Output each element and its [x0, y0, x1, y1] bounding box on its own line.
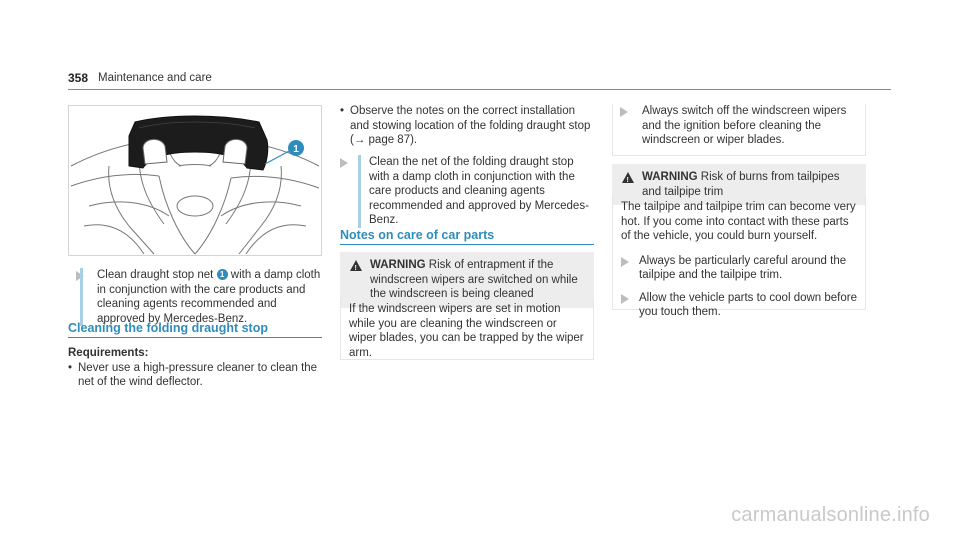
step-switch-off-wipers	[620, 104, 864, 148]
watermark: carmanualsonline.info	[731, 504, 930, 526]
warning-entrapment-body	[340, 298, 594, 360]
step-text-rest: with a damp cloth in conjunction with the care products and cleaning agents recommended and approved by Mercedes-Benz.	[97, 269, 321, 325]
warning-triangle-icon: !	[350, 260, 362, 271]
step-clean-folding-stop	[340, 155, 594, 228]
warning-burns-body	[612, 196, 866, 318]
car-interior-illustration	[68, 105, 322, 256]
warning-title: Risk of burns from tailpipes and tailpipe trim	[642, 171, 840, 198]
step-text: Always be particularly careful around the tailpipe and the tailpipe trim.	[639, 254, 847, 281]
requirement-item: • Never use a high-pressure cleaner to clean the net of the wind deflector.	[68, 361, 322, 390]
step-clean-net	[76, 268, 324, 326]
heading-rule	[340, 244, 594, 245]
step-text: Always switch off the windscreen wipers and the ignition before cleaning the windscreen or wiper blades.	[642, 105, 847, 146]
step-arrow-icon	[340, 158, 348, 168]
header-rule	[68, 89, 891, 90]
heading-notes-care: Notes on care of car parts	[340, 228, 495, 242]
warning-title: Risk of entrapment if the windscreen wipers are switched on while the windscreen is being cleaned	[370, 259, 578, 300]
step-cool-down	[621, 291, 857, 320]
step-text: Clean draught stop net	[97, 269, 217, 281]
warning-body-text: The tailpipe and tailpipe trim can become very hot. If you come into contact with these parts of the vehicle, you could burn yourself.	[621, 201, 856, 242]
warning-label: WARNING	[370, 259, 426, 271]
step-arrow-icon	[621, 294, 629, 304]
warning-triangle-icon: !	[622, 172, 634, 183]
note-item: • Observe the notes on the correct installation and stowing location of the folding draught stop (→ page 87).	[340, 104, 594, 148]
step-text: Allow the vehicle parts to cool down before you touch them.	[639, 291, 857, 318]
warning-body-text: If the windscreen wipers are set in motion while you are cleaning the windscreen or wiper blades, you can be trapped by the wiper arm.	[349, 303, 584, 359]
step-arrow-icon	[620, 107, 628, 117]
convertible-seats-drawing	[69, 106, 321, 255]
step-text: Clean the net of the folding draught stop with a damp cloth in conjunction with the care products and cleaning agents recommended and approved by Mercedes-Benz.	[358, 155, 594, 228]
requirements-label: Requirements:	[68, 347, 149, 359]
callout-badge: 1	[217, 269, 228, 280]
warning-label: WARNING	[642, 171, 698, 183]
heading-rule	[68, 337, 322, 338]
heading-cleaning-draught-stop: Cleaning the folding draught stop	[68, 321, 268, 335]
section-title: Maintenance and care	[98, 72, 212, 84]
figure-callout-number: 1	[293, 144, 299, 155]
step-careful-tailpipe	[621, 254, 857, 283]
page-number: 358	[68, 71, 89, 85]
step-arrow-icon	[621, 257, 629, 267]
